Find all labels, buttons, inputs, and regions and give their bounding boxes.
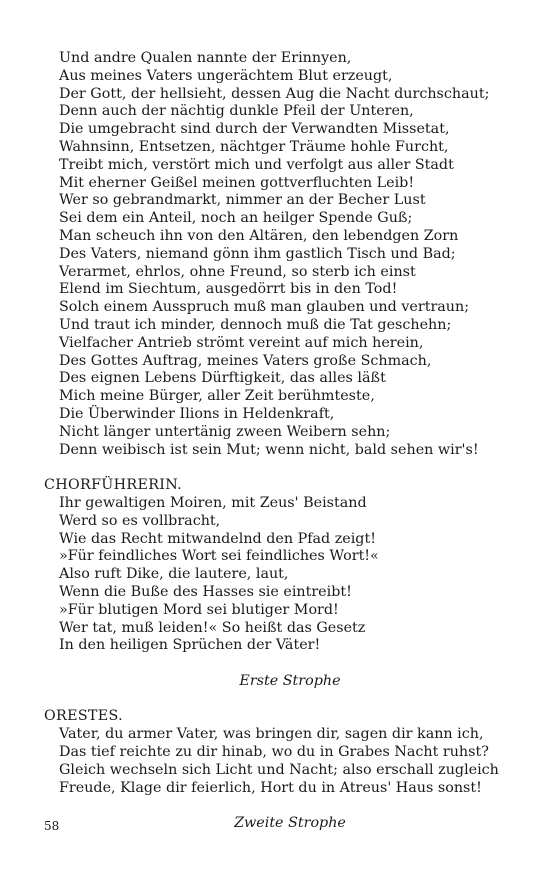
verse-line: Ihr gewaltigen Moiren, mit Zeus' Beistand xyxy=(59,494,367,511)
verse-line: Denn auch der nächtig dunkle Pfeil der Unteren, xyxy=(59,103,414,120)
verse-line: Wie das Recht mitwandelnd den Pfad zeigt! xyxy=(59,530,376,547)
page-number: 58 xyxy=(44,819,60,833)
verse-line: Und andre Qualen nannte der Erinnyen, xyxy=(59,50,352,66)
page-body xyxy=(44,50,514,833)
verse-line: Wer tat, muß leiden!« So heißt das Gesetz xyxy=(59,619,366,636)
verse-line: In den heiligen Sprüchen der Väter! xyxy=(59,637,321,654)
section-heading-zweite-strophe: Zweite Strophe xyxy=(234,815,346,832)
verse-line: Wenn die Buße des Hasses sie eintreibt! xyxy=(59,583,352,600)
verse-line: Solch einem Ausspruch muß man glauben und vertraun; xyxy=(59,299,470,316)
verse-line: Der Gott, der hellsieht, dessen Aug die Nacht durchschaut; xyxy=(59,85,490,102)
speaker-chorfuehrerin: CHORFÜHRERIN. xyxy=(44,477,182,494)
verse-line: Mich meine Bürger, aller Zeit berühmteste, xyxy=(59,388,375,405)
verse-line: Vater, du armer Vater, was bringen dir, sagen dir kann ich, xyxy=(59,726,484,743)
verse-line: Verarmet, ehrlos, ohne Freund, so sterb ich einst xyxy=(59,263,416,280)
verse-line: Die umgebracht sind durch der Verwandten Missetat, xyxy=(59,121,450,138)
verse-line: Das tief reichte zu dir hinab, wo du in Grabes Nacht ruhst? xyxy=(59,744,489,761)
verse-line: Freude, Klage dir feierlich, Hort du in Atreus' Haus sonst! xyxy=(59,779,482,796)
spacer xyxy=(44,797,514,815)
verse-block-chorus-leader xyxy=(44,495,514,655)
verse-line: Gleich wechseln sich Licht und Nacht; also erschall zugleich xyxy=(59,761,499,778)
verse-line: Die Überwinder Ilions in Heldenkraft, xyxy=(59,405,335,422)
verse-line: Werd so es vollbracht, xyxy=(59,512,221,529)
verse-line: Wahnsinn, Entsetzen, nächtger Träume hohle Furcht, xyxy=(59,138,449,155)
verse-line: Nicht länger untertänig zween Weibern sehn; xyxy=(59,423,391,440)
verse-line: Treibt mich, verstört mich und verfolgt aus aller Stadt xyxy=(59,156,454,173)
verse-line: Mit eherner Geißel meinen gottverfluchten Leib! xyxy=(59,174,415,191)
verse-line: Des Gottes Auftrag, meines Vaters große Schmach, xyxy=(59,352,432,369)
verse-line: Wer so gebrandmarkt, nimmer an der Becher Lust xyxy=(59,192,426,209)
verse-block-orestes-speech xyxy=(44,50,514,459)
verse-line: Denn weibisch ist sein Mut; wenn nicht, bald sehen wir's! xyxy=(59,441,479,458)
verse-line: Aus meines Vaters ungerächtem Blut erzeugt, xyxy=(59,67,393,84)
verse-line: Man scheuch ihn von den Altären, den lebendgen Zorn xyxy=(59,227,459,244)
verse-line: »Für blutigen Mord sei blutiger Mord! xyxy=(59,601,339,618)
section-heading-erste-strophe: Erste Strophe xyxy=(239,672,341,689)
verse-line: »Für feindliches Wort sei feindliches Wort!« xyxy=(59,548,379,565)
verse-line: Des eignen Lebens Dürftigkeit, das alles läßt xyxy=(59,370,386,387)
spacer xyxy=(44,691,514,709)
speaker-orestes: ORESTES. xyxy=(44,708,123,725)
verse-line: Des Vaters, niemand gönn ihm gastlich Tisch und Bad; xyxy=(59,245,456,262)
spacer xyxy=(44,655,514,673)
verse-line: Elend im Siechtum, ausgedörrt bis in den Tod! xyxy=(59,281,398,298)
verse-line: Also ruft Dike, die lautere, laut, xyxy=(59,566,289,583)
verse-line: Sei dem ein Anteil, noch an heilger Spende Guß; xyxy=(59,210,413,227)
spacer xyxy=(44,459,514,477)
verse-line: Vielfacher Antrieb strömt vereint auf mich herein, xyxy=(59,334,424,351)
verse-block-orestes-strophe xyxy=(44,726,514,797)
verse-line: Und traut ich minder, dennoch muß die Tat geschehn; xyxy=(59,316,452,333)
